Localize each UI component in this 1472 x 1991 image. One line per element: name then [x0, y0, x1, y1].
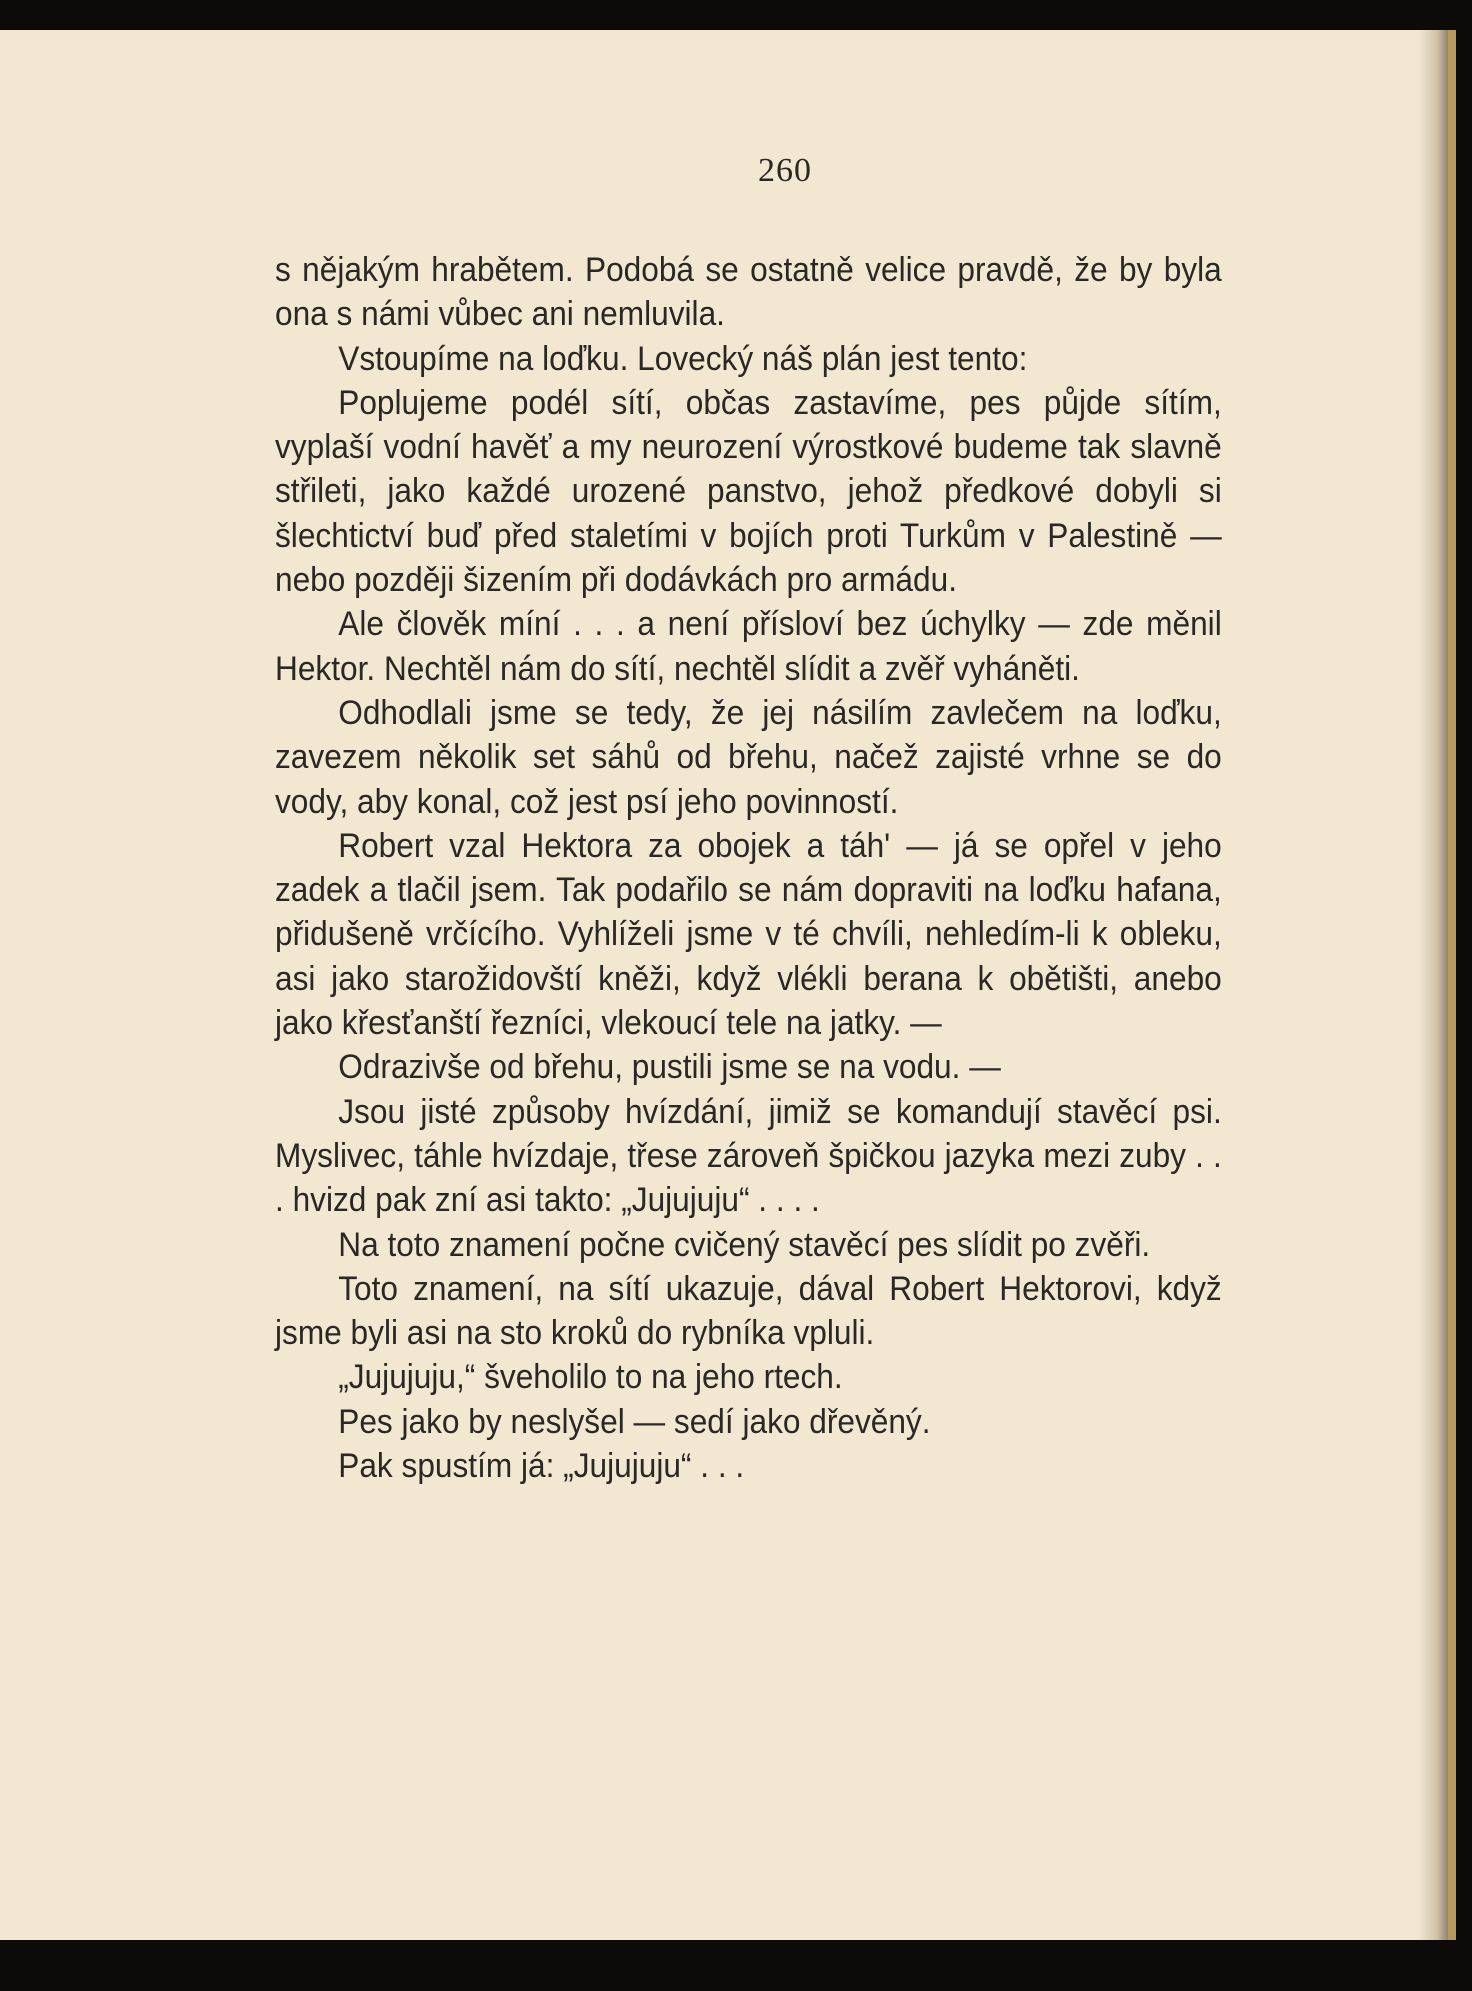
paragraph: Ale člověk míní . . . a není přísloví bez úchylky — zde měnil Hektor. Nechtěl nám do sítí, nechtěl slídit a zvěř vyháněti.	[275, 605, 1222, 688]
page-edge	[1448, 30, 1456, 1940]
paragraph: Na toto znamení počne cvičený stavěcí pes slídit po zvěři.	[338, 1225, 1151, 1264]
paragraph: s nějakým hrabětem. Podobá se ostatně velice pravdě, že by byla ona s námi vůbec ani nemluvila.	[275, 251, 1222, 334]
page-number: 260	[758, 152, 812, 189]
paragraph: Robert vzal Hektora za obojek a táh' — já se opřel v jeho zadek a tlačil jsem. Tak podařilo se nám dopraviti na loďku hafana, přidušeně vrčícího. Vyhlíželi jsme v té chvíli, nehledím-li k obleku, asi jako starožidovští kněži, když vlékli berana k obětišti, anebo jako křesťanští řezníci, vlekoucí tele na jatky. —	[275, 826, 1222, 1043]
paragraph: Jsou jisté způsoby hvízdání, jimiž se komandují stavěcí psi. Myslivec, táhle hvízdaje, třese zároveň špičkou jazyka mezi zuby . . . hvizd pak zní asi takto: „Jujujuju“ . . . .	[275, 1092, 1222, 1220]
paragraph: Toto znamení, na sítí ukazuje, dával Robert Hektorovi, když jsme byli asi na sto kroků do rybníka vpluli.	[275, 1269, 1222, 1353]
paragraph: Pak spustím já: „Jujujuju“ . . .	[338, 1447, 745, 1486]
paragraph: Odhodlali jsme se tedy, že jej násilím zavlečem na loďku, zavezem několik set sáhů od břehu, načež zajisté vrhne se do vody, aby konal, což jest psí jeho povinností.	[275, 693, 1222, 821]
paragraph: Odrazivše od břehu, pustili jsme se na vodu. —	[338, 1048, 1001, 1087]
spine-shadow	[1418, 30, 1450, 1940]
body-text	[275, 248, 1222, 1488]
paragraph: „Jujujuju,“ šveholilo to na jeho rtech.	[338, 1358, 843, 1397]
paragraph: Pes jako by neslyšel — sedí jako dřevěný.	[338, 1402, 931, 1441]
paragraph: Poplujeme podél sítí, občas zastavíme, pes půjde sítím, vyplaší vodní havěť a my neurození výrostkové budeme tak slavně střileti, jako každé urozené panstvo, jehož předkové dobyli si šlechtictví buď před staletími v bojích proti Turkům v Palestině — nebo později šizením při dodávkách pro armádu.	[275, 383, 1222, 600]
paragraph: Vstoupíme na loďku. Lovecký náš plán jest tento:	[338, 339, 1028, 378]
